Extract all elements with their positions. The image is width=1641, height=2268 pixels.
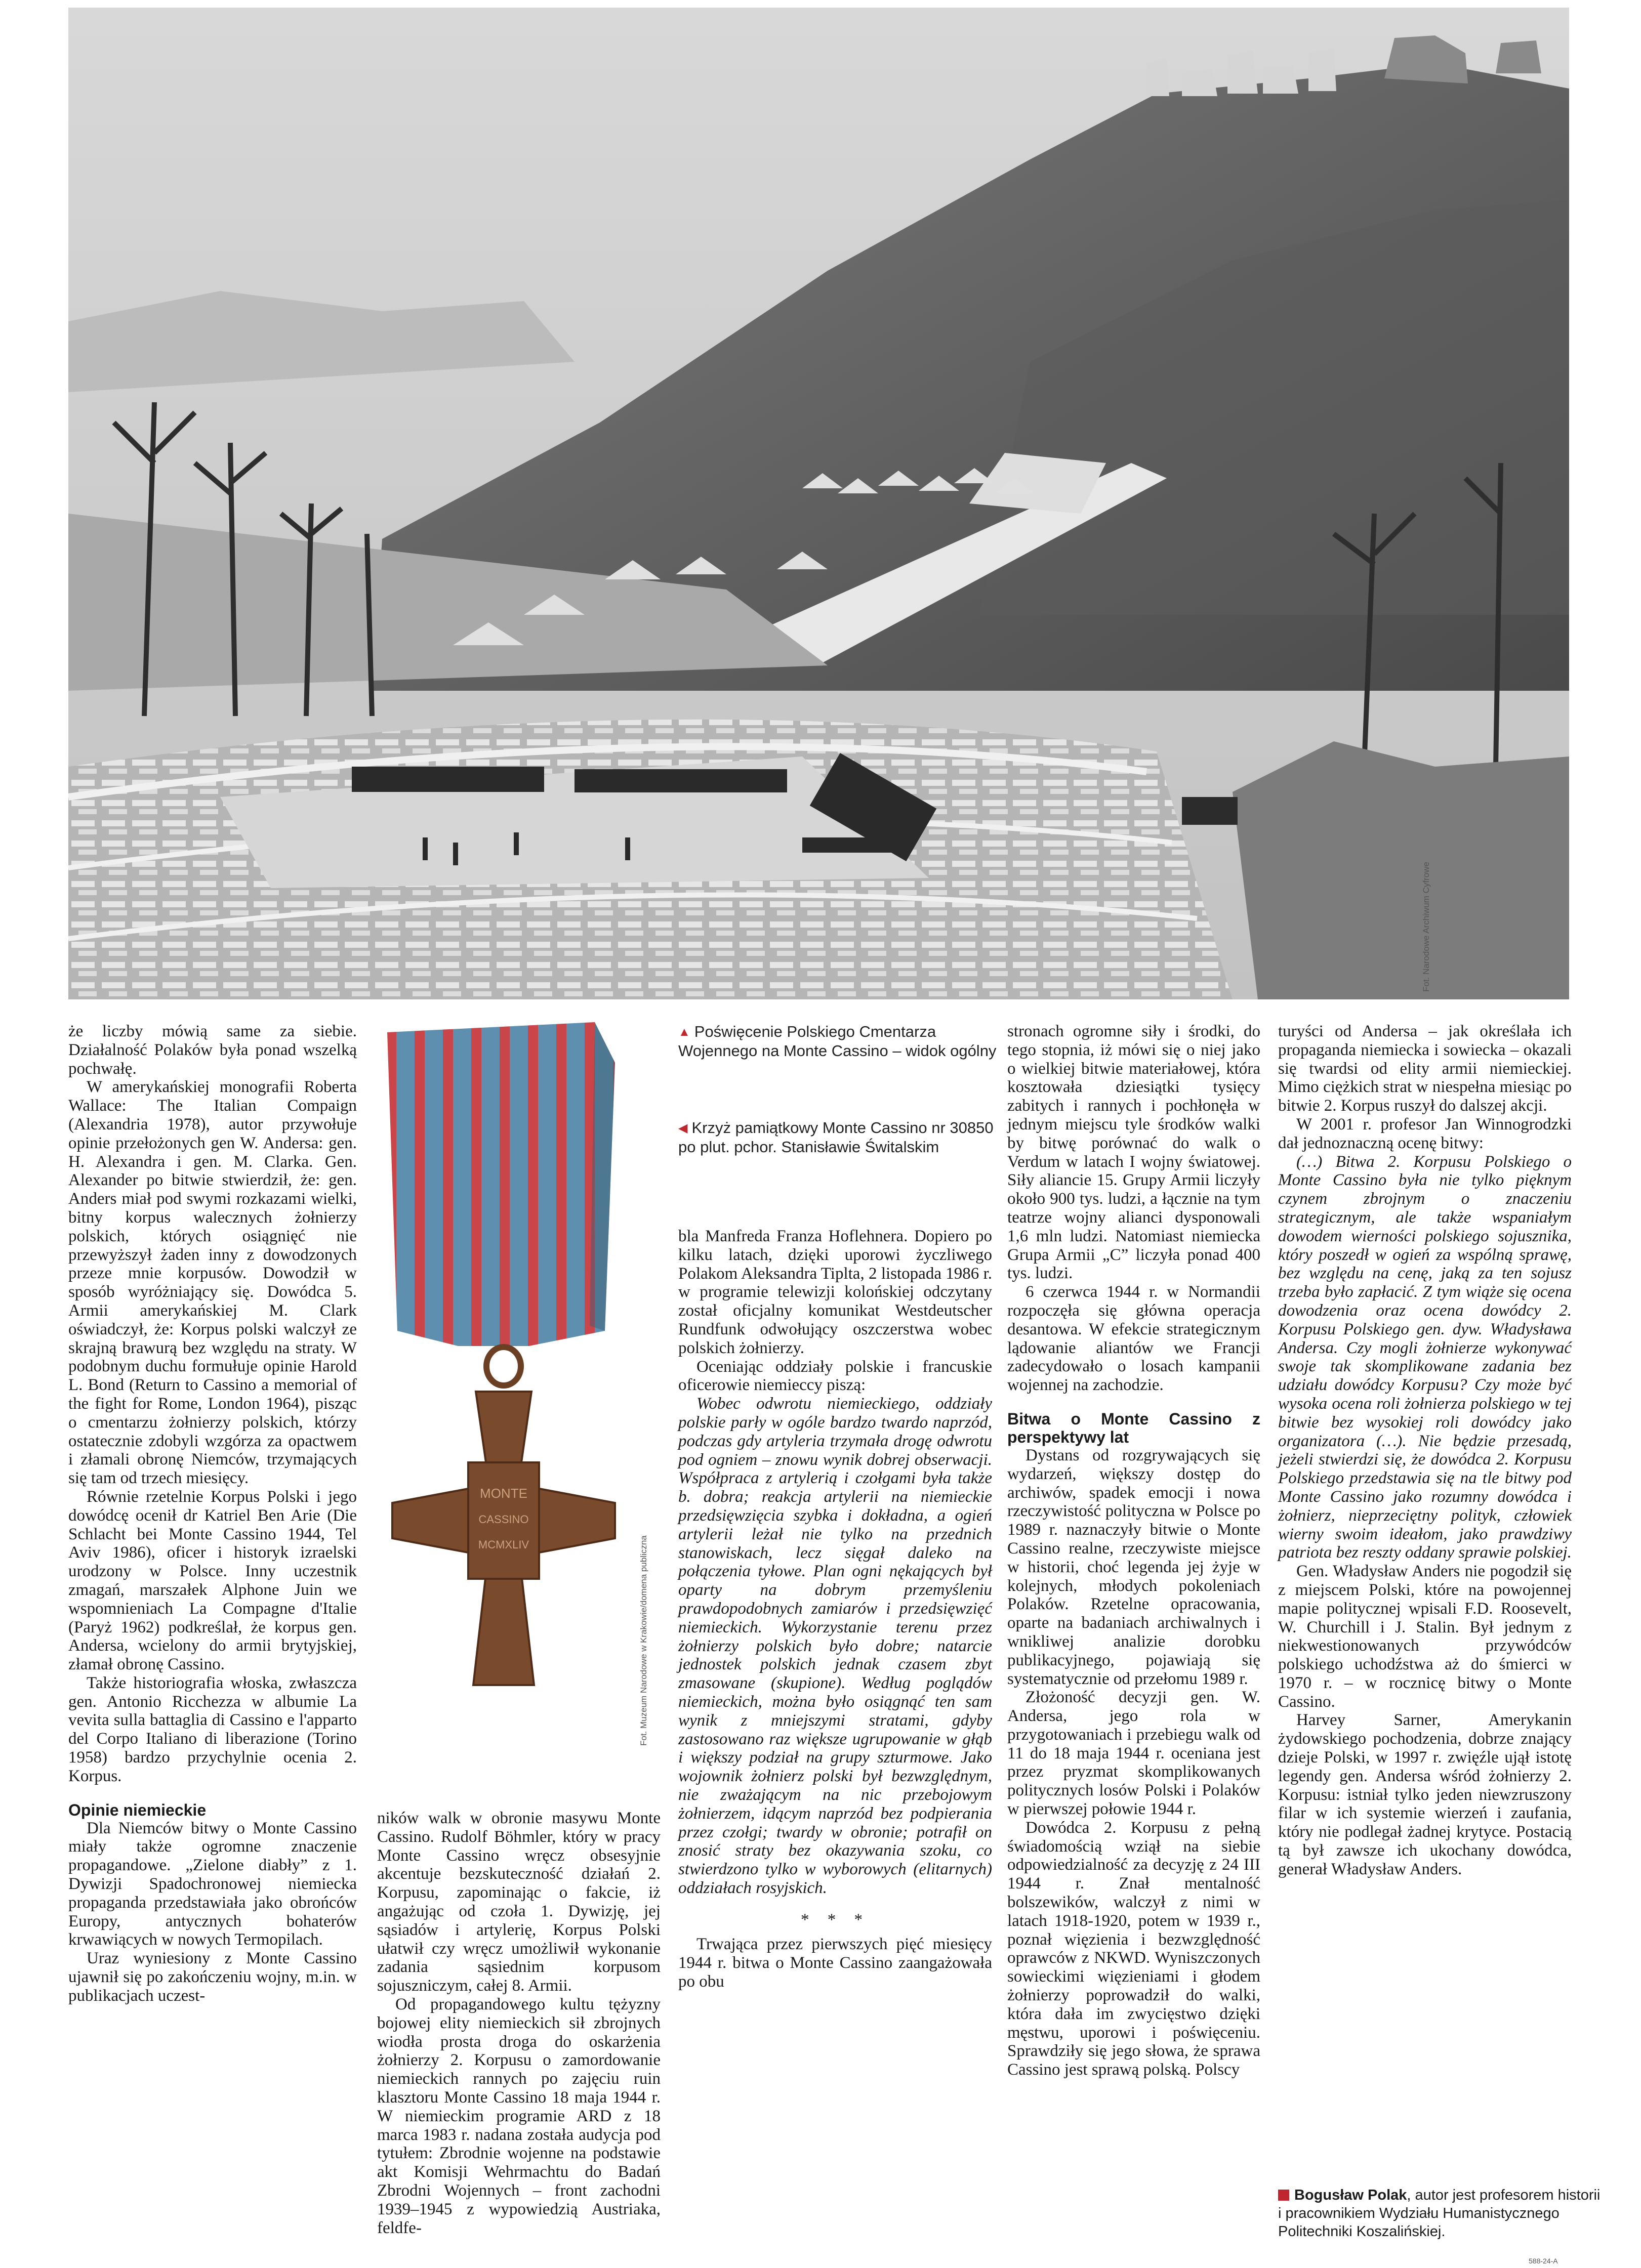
quote-paragraph: Wobec odwrotu niemieckiego, oddziały polskie parły w ogóle bardzo twardo naprzód, podczas gdy artyleria trzymała drogę odwrotu pod ogniem – znowu wynik dobrej obserwacji. Współpraca z artylerią i czołgami była także b. dobra; reakcja artylerii na niemieckie przedsięwzięcia szybka i dokładna, a ogień artylerii leżał nie tylko na przednich stanowiskach, lecz sięgał daleko na połączenia tyłowe. Plan ogni nękających był oparty na dobrym przemyśleniu prawdopodobnych zamiarów i przedsięwzięć niemieckich. Wykorzystanie terenu przez żołnierzy polskich było dobre; natarcie jednostek polskich jednak czasem zbyt zmasowane (skupione). Według poglądów niemieckich, można było osiągnąć ten sam wynik z mniejszymi stratami, gdyby zastosowano raz większe ugrupowanie w głąb i większy podział na grupy szturmowe. Jako wojownik żołnierz polski był bezwzględnym, nie zważającym na nic przebojowym żołnierzem, idącym naprzód bez podpierania przez czołgi; twardy w obronie; potrafił on znosić straty bez okazywania szoku, co stwierdzono tylko w wyborowych (elitarnych) oddziałach rosyjskich. xyxy=(678,1395,992,1897)
triangle-up-icon: ▲ xyxy=(678,1025,690,1039)
author-bio: , autor jest profesorem historii i pracownikiem Wydziału Humanistycznego Politechniki Koszalińskiej. xyxy=(1278,2187,1601,2240)
triangle-left-icon: ◀ xyxy=(678,1121,688,1135)
photo-caption: ▲ Poświęcenie Polskiego Cmentarza Wojennego na Monte Cassino – widok ogólny xyxy=(678,1023,997,1060)
section-heading: Bitwa o Monte Cassino z perspektywy lat xyxy=(1007,1409,1260,1446)
section-heading: Opinie niemieckie xyxy=(68,1800,207,1819)
col2-paragraph: Od propagandowego kultu tężyzny bojowej elity niemieckich sił zbrojnych wiodła prosta droga do oskarżenia żołnierzy 2. Korpusu o zamordowanie niemieckich rannych po zajęciu ruin klasztoru Monte Cassino 18 maja 1944 r. W niemieckim programie ARD z 18 marca 1983 r. nadana została audycja pod tytułem: Zbrodnie wojenne na podstawie akt Komisji Wehrmachtu do Badań Zbrodni Wojennych – front zachodni 1939–1945 z wypowiedzią Austriaka, feldfe- xyxy=(377,1995,661,2237)
col1-paragraph: Także historiografia włoska, zwłaszcza gen. Antonio Ricchezza w albumie La vevita sulla battaglia di Cassino e l'apparto del Corpo Italiano di liberazione (Torino 1958) bardzo przychylnie ocenia 2. Korpus. xyxy=(68,1673,357,1785)
photo-credit: Fot. Narodowe Archiwum Cyfrowe xyxy=(1421,862,1431,992)
col1-paragraph: Dla Niemców bitwy o Monte Cassino miały także ogromne znaczenie propagandowe. „Zielone diabły” z 1. Dywizji Spadochronowej niemiecka propaganda przedstawiała jako obrońców Europy, antycznych bohaterów krwawiących w nowych Termopilach. xyxy=(68,1819,357,1949)
col5-paragraph: W 2001 r. profesor Jan Winnogrodzki dał jednoznaczną ocenę bitwy: xyxy=(1278,1115,1572,1152)
col3-paragraph: bla Manfreda Franza Hoflehnera. Dopiero po kilku latach, dzięki uporowi życzliwego Polakom Aleksandra Tiplta, 2 listopada 1986 r. w programie telewizji kolońskiej odczytany został oficjalny komunikat Westdeutscher Rundfunk odwołujący oszczerstwa wobec polskich żołnierzy. xyxy=(678,1227,992,1357)
section-separator: * * * xyxy=(801,1910,870,1929)
column-3 xyxy=(678,1227,992,1991)
column-2 xyxy=(377,1809,661,2237)
page-code: 588-24-A xyxy=(1529,2257,1558,2265)
cemetery-photo xyxy=(68,8,1569,999)
col3-paragraph: Oceniając oddziały polskie i francuskie oficerowie niemieccy piszą: xyxy=(678,1357,992,1395)
column-1 xyxy=(68,1022,357,2005)
medal-graphic xyxy=(377,1017,630,1726)
medal-caption: ◀ Krzyż pamiątkowy Monte Cassino nr 30850 po plut. pchor. Stanisławie Świtalskim xyxy=(678,1119,994,1156)
col1-paragraph: że liczby mówią same za siebie. Działalność Polaków była ponad wszelką pochwałę. xyxy=(68,1022,357,1078)
col4-paragraph: stronach ogromne siły i środki, do tego stopnia, iż mówi się o niej jako o wielkiej bitwie materiałowej, która kosztowała dziesiątki tysięcy zabitych i rannych i pochłonęła w jednym miejscu tyle środków walki by bitwę porównać do walk o Verdum w latach I wojny światowej. Siły aliancie 15. Grupy Armii liczyły około 900 tys. ludzi, a łącznie na tym teatrze wojny alianci dysponowali 1,6 mln ludzi. Natomiast niemiecka Grupa Armii „C” liczyła ponad 400 tys. ludzi. xyxy=(1007,1022,1260,1283)
col5-paragraph: turyści od Andersa – jak określała ich propaganda niemiecka i sowiecka – okazali się twardsi od elity armii niemieckiej. Mimo ciężkich strat w niespełna miesiąc po bitwie 2. Korpus ruszył do dalszej akcji. xyxy=(1278,1022,1572,1115)
col1-paragraph: W amerykańskiej monografii Roberta Wallace: The Italian Compaign (Alexandria 1978), autor przywołuje opinie przełożonych gen W. Andersa: gen. H. Alexandra i gen. M. Clarka. Gen. Alexander po bitwie stwierdził, że: gen. Anders miał pod swymi rozkazami wielki, bitny korpus walecznych żołnierzy polskich, których osiągnięć nie przewyższył żaden inny z dowodzonych przeze mnie korpusów. Dowodził w sposób wyróżniający się. Dowódca 5. Armii amerykańskiej M. Clark oświadczył, że: Korpus polski walczył ze skrajną brawurą bez względu na straty. W podobnym duchu formułuje opinie Harold L. Bond (Return to Cassino a memorial of the fight for Rome, London 1964), pisząc o cmentarzu żołnierzy polskich, którzy ostatecznie zdobyli wzgórza za opactwem i złamali obronę Niemców, trzymających się tam od trzech miesięcy. xyxy=(68,1078,357,1488)
cemetery-photo-graphic xyxy=(68,8,1569,999)
col5-paragraph: Harvey Sarner, Amerykanin żydowskiego pochodzenia, dobrze znający dzieje Polski, w 1997 r. zwięźle ujął istotę legendy gen. Andersa wśród żołnierzy 2. Korpusu: istniał tylko jeden niewzruszony filar w ich systemie wierzeń i zaufania, który nie podlegał żadnej krytyce. Postacią tą był zawsze ich ukochany dowódca, generał Władysław Anders. xyxy=(1278,1711,1572,1878)
col3-paragraph: Trwająca przez pierwszych pięć miesięcy 1944 r. bitwa o Monte Cassino zaangażowała po obu xyxy=(678,1935,992,1991)
col1-paragraph: Uraz wyniesiony z Monte Cassino ujawnił się po zakończeniu wojny, m.in. w publikacjach uczest- xyxy=(68,1949,357,2005)
monte-cassino-cross xyxy=(377,1017,630,1726)
col4-paragraph: 6 czerwca 1944 r. w Normandii rozpoczęła się główna operacja desantowa. W efekcie strategicznym lądowanie aliantów we Francji zadecydowało o losach kampanii wojennej na zachodzie. xyxy=(1007,1283,1260,1395)
medal-inscription-1: MONTE xyxy=(480,1486,527,1501)
quote-paragraph: (…) Bitwa 2. Korpusu Polskiego o Monte Cassino była nie tylko pięknym czynem zbrojnym o znaczeniu strategicznym, ale także wspaniałym dowodem wierności polskiego sojusznika, który poszedł w ogień za wspólną sprawę, bez względu na cenę, jaką za ten sojusz trzeba było zapłacić. Z tym wiąże się ocena dowodzenia oraz ocena dowódcy 2. Korpusu Polskiego gen. dyw. Władysława Andersa. Czy mogli żołnierze wykonywać swoje tak skomplikowane zadania bez udziału dowódcy Korpusu? Czy może być wysoka ocena roli żołnierza polskiego w tej bitwie bez wysokiej roli dowódcy jako organizatora (…). Nie będzie przesadą, jeżeli stwierdzi się, że dowódca 2. Korpusu Polskiego przedstawia się na tle bitwy pod Monte Cassino jako rozumny dowódca i żołnierz, nieprzeciętny polityk, człowiek wierny swoim ideałom, jako prawdziwy patriota bez reszty oddany sprawie polskiej. xyxy=(1278,1152,1572,1562)
col4-paragraph: Dowódca 2. Korpusu z pełną świadomością wziął na siebie odpowiedzialność za decyzję z 24 III 1944 r. Znał mentalność bolszewików, walczył z nimi w latach 1918-1920, potem w 1939 r., poznał więzienia i bezwzględność oprawców z NKWD. Wyniszczonych sowieckimi więzieniami i głodem żołnierzy poprowadził do walki, która dała im zwycięstwo dzięki męstwu, uporowi i poświęceniu. Sprawdziły się jego słowa, że sprawa Cassino jest sprawą polską. Polscy xyxy=(1007,1818,1260,2079)
medal-inscription-3: MCMXLIV xyxy=(478,1538,529,1551)
author-note xyxy=(1278,2186,1607,2241)
red-square-icon xyxy=(1278,2190,1289,2201)
author-name: Bogusław Polak xyxy=(1294,2187,1407,2203)
col2-paragraph: ników walk w obronie masywu Monte Cassino. Rudolf Böhmler, który w pracy Monte Cassino wręcz obsesyjnie akcentuje bezskuteczność działań 2. Korpusu, zapominając o fakcie, iż angażując od czoła 1. Dywizję, jej sąsiadów i artylerię, Korpus Polski ułatwił czy wręcz umożliwił wykonanie zadania sąsiednim korpusom sojuszniczym, całej 8. Armii. xyxy=(377,1809,661,1995)
col5-paragraph: Gen. Władysław Anders nie pogodził się z miejscem Polski, które na powojennej mapie politycznej wpisali F.D. Roosevelt, W. Churchill i J. Stalin. Był jednym z niekwestionowanych przywódców polskiego uchodźstwa aż do śmierci w 1970 r. – w rocznicę bitwy o Monte Cassino. xyxy=(1278,1562,1572,1711)
medal-inscription-2: CASSINO xyxy=(478,1513,529,1526)
column-4 xyxy=(1007,1022,1260,2079)
col4-paragraph: Dystans od rozgrywających się wydarzeń, większy dostęp do archiwów, spadek emocji i nowa rzeczywistość polityczna w Polsce po 1989 r. naznaczyły bitwie o Monte Cassino realne, rzeczywiste miejsce w historii, choć legenda jej żyje w kolejnych, młodych pokoleniach Polaków. Rzetelne opracowania, oparte na badaniach archiwalnych i wnikliwej analizie dorobku publikacyjnego, pojawiają się systematycznie od przełomu 1989 r. xyxy=(1007,1446,1260,1688)
col4-paragraph: Złożoność decyzji gen. W. Andersa, jego rola w przygotowaniach i przebiegu walk od 11 do 18 maja 1944 r. oceniana jest przez pryzmat skomplikowanych politycznych losów Polski i Polaków w pierwszej połowie 1944 r. xyxy=(1007,1688,1260,1819)
column-5 xyxy=(1278,1022,1572,1879)
col1-paragraph: Równie rzetelnie Korpus Polski i jego dowódcę ocenił dr Katriel Ben Arie (Die Schlacht bei Monte Cassino 1944, Tel Aviv 1986), oficer i historyk izraelski urodzony w Polsce. Inny uczestnik zmagań, marszałek Alphone Juin we wspomnieniach La Compagne d'Italie (Paryż 1962) podkreślał, że korpus gen. Andersa, wcielony do armii brytyjskiej, złamał obronę Cassino. xyxy=(68,1487,357,1674)
medal-credit: Fot. Muzeum Narodowe w Krakowie/domena publiczna xyxy=(639,1535,648,1746)
